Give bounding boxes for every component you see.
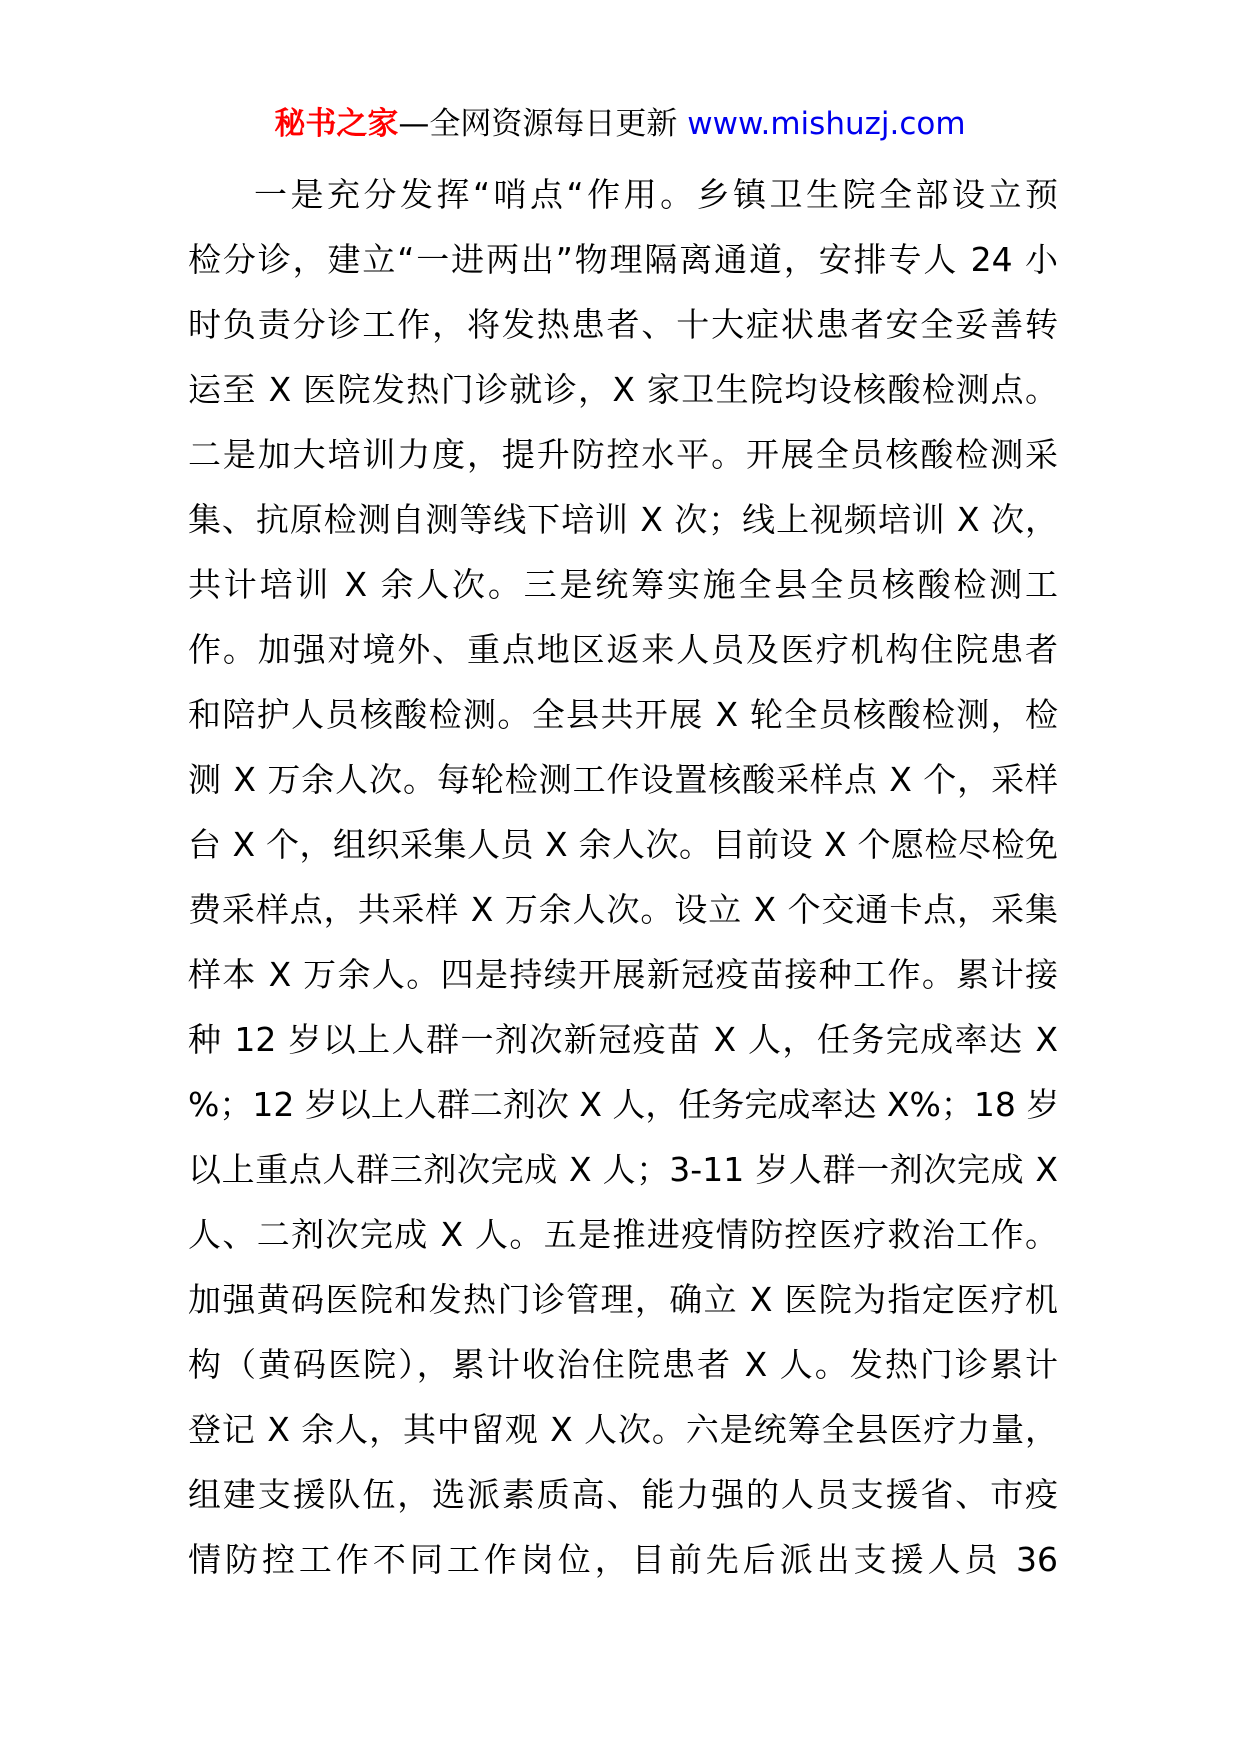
body-line: 组建支援队伍，选派素质高、能力强的人员支援省、市疫 xyxy=(188,1475,1058,1514)
body-line: 运至 X 医院发热门诊就诊，X 家卫生院均设核酸检测点。 xyxy=(188,370,1058,409)
site-url-link[interactable]: www.mishuzj.com xyxy=(687,106,966,142)
body-line: 以上重点人群三剂次完成 X 人；3-11 岁人群一剂次完成 X xyxy=(188,1150,1058,1189)
body-line: 情防控工作不同工作岗位，目前先后派出支援人员 36 xyxy=(188,1540,1058,1579)
body-line: 人、二剂次完成 X 人。五是推进疫情防控医疗救治工作。 xyxy=(188,1215,1058,1254)
body-line: 加强黄码医院和发热门诊管理，确立 X 医院为指定医疗机 xyxy=(188,1280,1058,1319)
body-paragraph xyxy=(188,162,1058,1592)
page-header xyxy=(0,102,1240,146)
body-line: 构（黄码医院），累计收治住院患者 X 人。发热门诊累计 xyxy=(188,1345,1058,1384)
body-line: 测 X 万余人次。每轮检测工作设置核酸采样点 X 个，采样 xyxy=(188,760,1058,799)
body-line: 台 X 个，组织采集人员 X 余人次。目前设 X 个愿检尽检免 xyxy=(188,825,1058,864)
header-slogan: —全网资源每日更新 xyxy=(398,106,678,142)
body-line: 费采样点，共采样 X 万余人次。设立 X 个交通卡点，采集 xyxy=(188,890,1058,929)
brand-name: 秘书之家 xyxy=(274,106,399,142)
body-line: 作。加强对境外、重点地区返来人员及医疗机构住院患者 xyxy=(188,630,1058,669)
body-line: 样本 X 万余人。四是持续开展新冠疫苗接种工作。累计接 xyxy=(188,955,1058,994)
body-line: 和陪护人员核酸检测。全县共开展 X 轮全员核酸检测，检 xyxy=(188,695,1058,734)
body-line: 共计培训 X 余人次。三是统筹实施全县全员核酸检测工 xyxy=(188,565,1058,604)
body-line: 时负责分诊工作，将发热患者、十大症状患者安全妥善转 xyxy=(188,305,1058,344)
body-line: %；12 岁以上人群二剂次 X 人，任务完成率达 X%；18 岁 xyxy=(188,1085,1060,1124)
body-line: 集、抗原检测自测等线下培训 X 次；线上视频培训 X 次， xyxy=(188,500,1058,539)
body-line: 检分诊，建立“一进两出”物理隔离通道，安排专人 24 小 xyxy=(188,240,1058,279)
body-line: 种 12 岁以上人群一剂次新冠疫苗 X 人，任务完成率达 X xyxy=(188,1020,1058,1059)
body-line: 二是加大培训力度，提升防控水平。开展全员核酸检测采 xyxy=(188,435,1058,474)
body-line: 登记 X 余人，其中留观 X 人次。六是统筹全县医疗力量， xyxy=(188,1410,1058,1449)
body-line: 一是充分发挥“哨点“作用。乡镇卫生院全部设立预 xyxy=(254,175,1058,214)
